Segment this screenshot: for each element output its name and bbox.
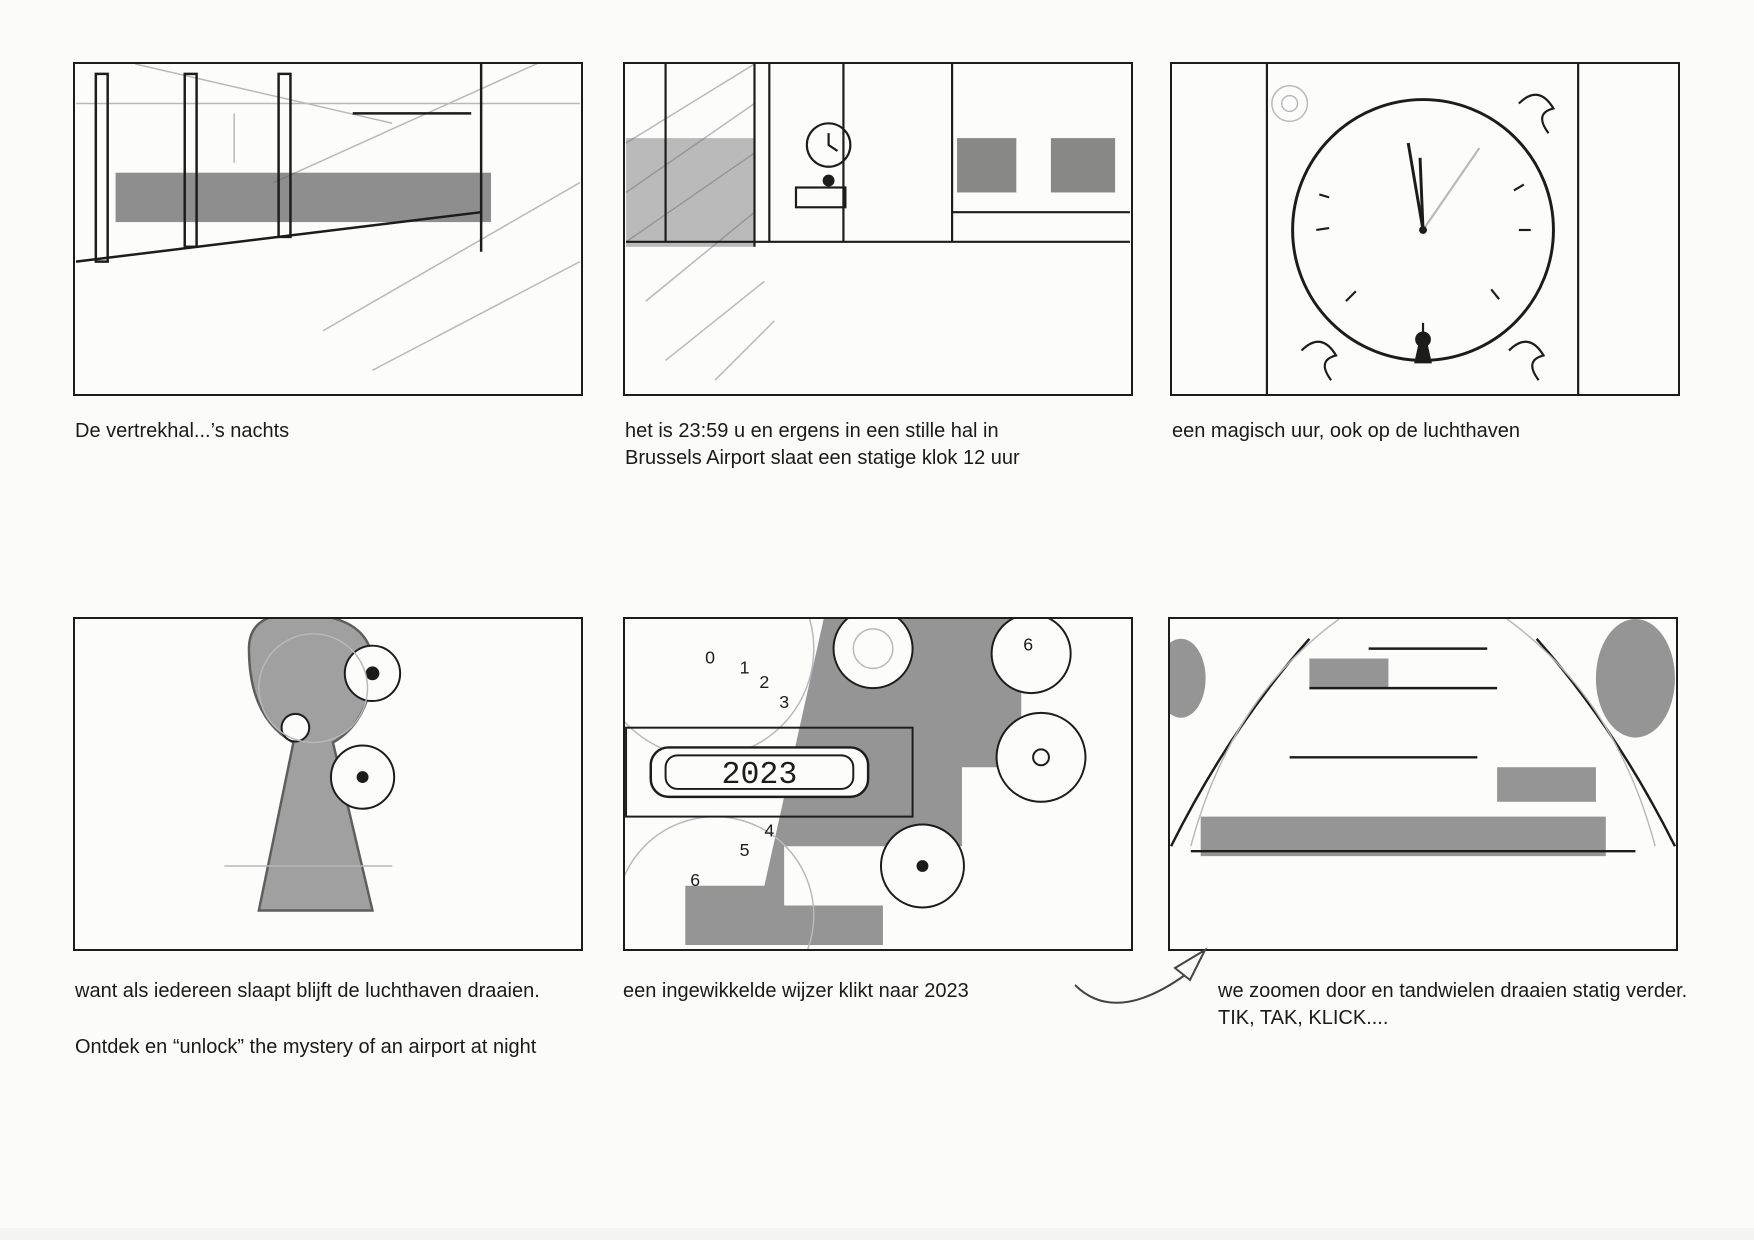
panel-3-caption: een magisch uur, ook op de luchthaven bbox=[1172, 420, 1521, 442]
gear-number: 5 bbox=[739, 840, 750, 861]
gear-number: 6 bbox=[690, 869, 701, 890]
gear-number: 4 bbox=[764, 820, 775, 841]
hall-clock-sketch bbox=[625, 64, 1131, 394]
panel-6-frame bbox=[1168, 617, 1678, 951]
panel-3-frame bbox=[1170, 62, 1680, 396]
panel-5-frame bbox=[623, 617, 1133, 951]
panel-5-caption: een ingewikkelde wijzer klikt naar 2023 bbox=[623, 980, 969, 1002]
panel-2-frame bbox=[623, 62, 1133, 396]
departure-hall-sketch bbox=[75, 64, 581, 394]
gear-number: 1 bbox=[739, 657, 750, 678]
zoom-arrow-icon bbox=[1070, 945, 1220, 1015]
keyhole-gears-sketch bbox=[75, 619, 581, 949]
panel-4-caption: want als iedereen slaapt blijft de luchthaven draaien. bbox=[75, 980, 540, 1002]
panel-4-caption-secondary: Ontdek en “unlock” the mystery of an airport at night bbox=[75, 1036, 537, 1058]
zoom-gears-sketch bbox=[1170, 619, 1676, 949]
panel-4-frame bbox=[73, 617, 583, 951]
gear-number: 6 bbox=[1023, 634, 1034, 655]
panel-6-caption: we zoomen door en tandwielen draaien statig verder. TIK, TAK, KLICK.... bbox=[1218, 980, 1688, 1029]
dial-year-text: 2023 bbox=[721, 758, 798, 794]
gears-dial-sketch bbox=[625, 619, 1131, 949]
panel-1-frame bbox=[73, 62, 583, 396]
gear-number: 0 bbox=[705, 647, 715, 668]
gear-number: 3 bbox=[779, 691, 790, 712]
clock-closeup-sketch bbox=[1172, 64, 1678, 394]
panel-2-caption: het is 23:59 u en ergens in een stille hal in Brussels Airport slaat een statige klok 12 uur bbox=[625, 420, 1020, 469]
gear-number: 2 bbox=[759, 672, 770, 693]
panel-1-caption: De vertrekhal...’s nachts bbox=[75, 420, 290, 442]
